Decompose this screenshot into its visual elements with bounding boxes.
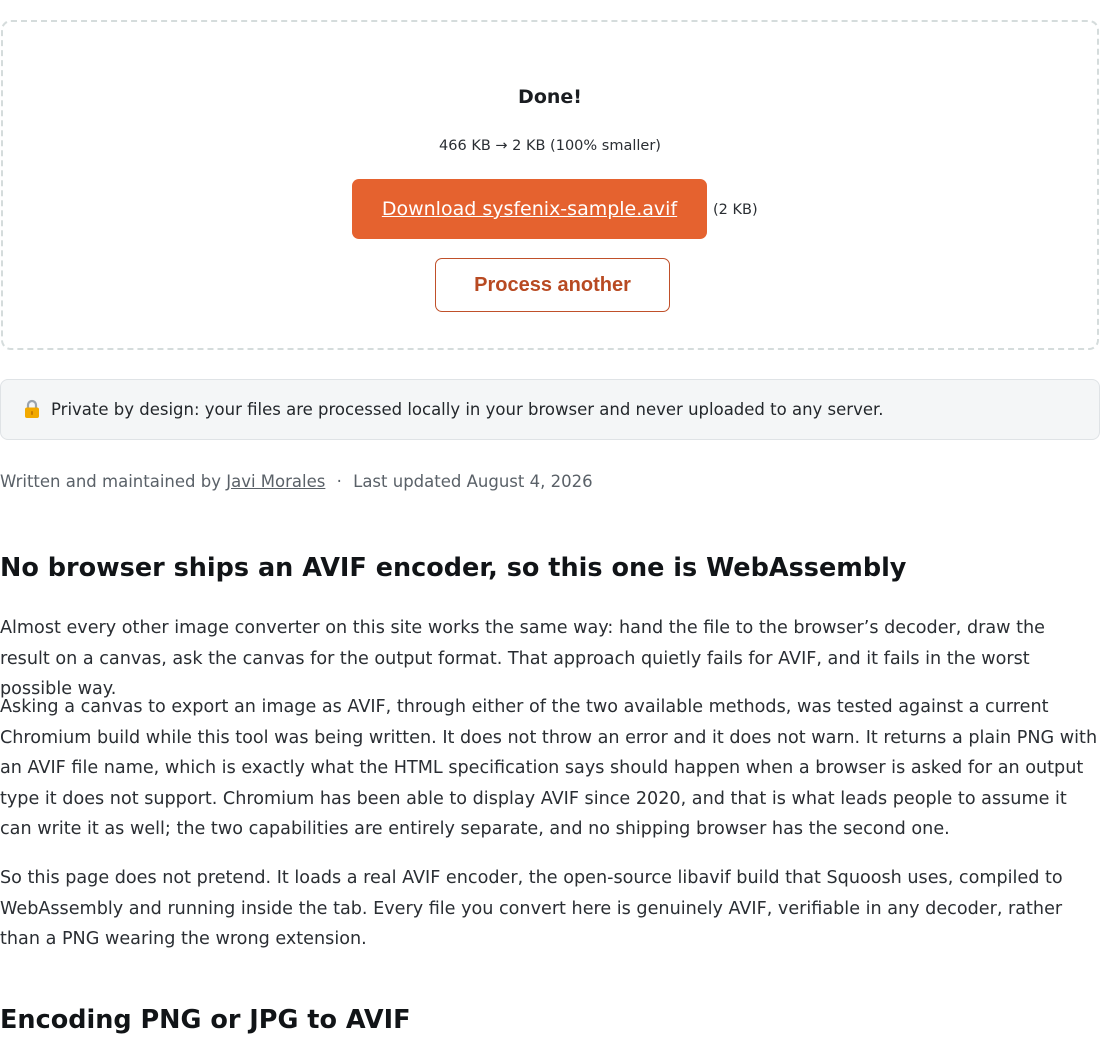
paragraph-canvas-test: Asking a canvas to export an image as AVIF, through either of the two available methods, was tested against a current Chromium build while this tool was being written. It does not throw an error and it does not warn. It returns a plain PNG with an AVIF file name, which is exactly what the HTML specification says should happen when a browser is asked for an output type it does not support. Chromium has been able to display AVIF since 2020, and that is what leads people to assume it can write it as well; the two capabilities are entirely separate, and no shipping browser has the second one.	[0, 697, 1098, 840]
section-heading-webassembly: No browser ships an AVIF encoder, so this one is WebAssembly	[0, 553, 907, 583]
paragraph-real-encoder: So this page does not pretend. It loads a real AVIF encoder, the open-source libavif build that Squoosh uses, compiled to WebAssembly and running inside the tab. Every file you convert here is genuinely AVIF, verifiable in any decoder, rather than a PNG wearing the wrong extension.	[0, 868, 1063, 950]
section-heading-encoding: Encoding PNG or JPG to AVIF	[0, 1005, 411, 1035]
privacy-text: Private by design: your files are processed locally in your browser and never uploaded to any server.	[51, 400, 884, 419]
result-card	[1, 20, 1099, 350]
process-another-button[interactable]: Process another	[435, 258, 670, 312]
size-summary: 466 KB → 2 KB (100% smaller)	[439, 138, 661, 154]
last-updated: Last updated August 4, 2026	[353, 472, 593, 491]
lock-icon	[23, 399, 41, 419]
paragraph-intro: Almost every other image converter on this site works the same way: hand the file to the browser’s decoder, draw the result on a canvas, ask the canvas for the output format. That approach quietly fails for AVIF, and it fails in the worst possible way.	[0, 618, 1045, 700]
author-link[interactable]: Javi Morales	[226, 472, 326, 491]
privacy-notice	[0, 379, 1100, 440]
byline	[0, 472, 593, 491]
byline-separator: ·	[336, 472, 342, 491]
download-button[interactable]: Download sysfenix-sample.avif	[352, 179, 707, 239]
done-title: Done!	[518, 86, 582, 108]
byline-prefix: Written and maintained by	[0, 472, 221, 491]
download-size: (2 KB)	[713, 202, 758, 218]
